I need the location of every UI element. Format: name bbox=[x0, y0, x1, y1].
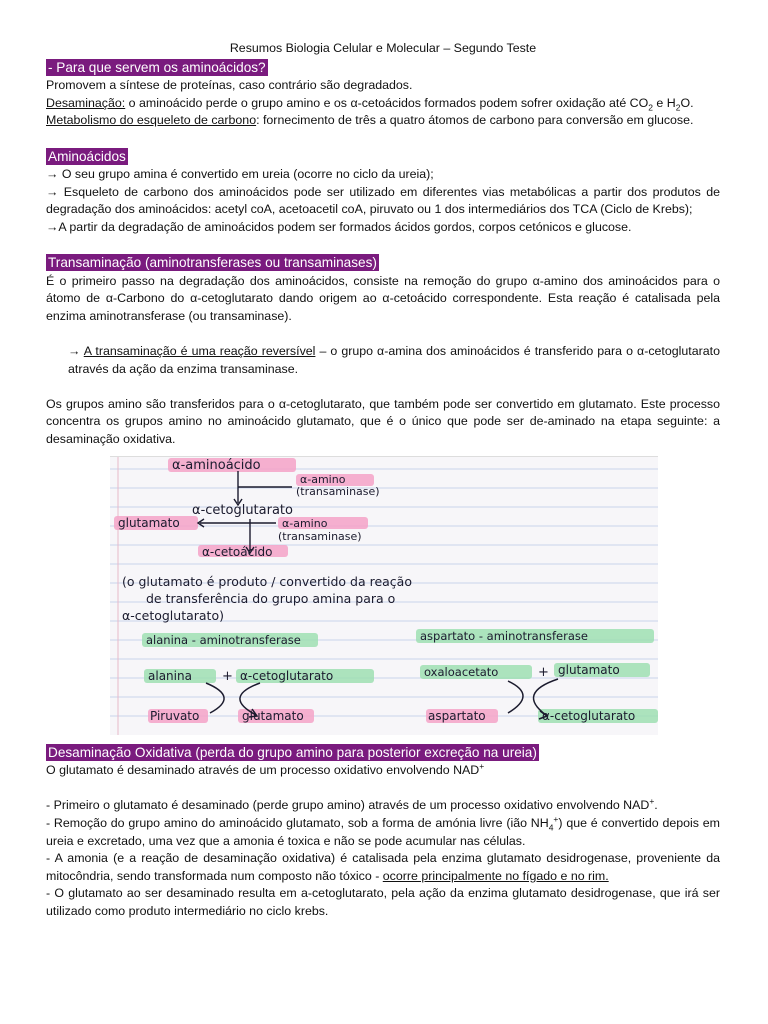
note-text: α-amino bbox=[300, 472, 346, 486]
note-text: α-cetoácido bbox=[202, 544, 273, 559]
note-text: (transaminase) bbox=[296, 484, 380, 498]
note-text: α-cetoglutarato bbox=[192, 502, 293, 518]
paragraph: É o primeiro passo na degradação dos aminoácidos, consiste na remoção do grupo α-amino dos aminoácidos para o átomo de α-Carbono do α-cetoglutarato dando origem ao α-cetoácido correspondente. Esta reação é catalisada pela enzima aminotransferase (ou transaminase). bbox=[46, 273, 720, 323]
paragraph: Os grupos amino são transferidos para o α-cetoglutarato, que também pode ser convertido em glutamato. Este processo concentra os grupos amino no aminoácido glutamato, que é o único que pode ser de-aminado na etapa seguinte: a desaminação oxidativa. bbox=[46, 396, 720, 447]
paragraph: → A transaminação é uma reação reversível – o grupo α-amina dos aminoácidos é transferido para o α-cetoglutarato através da ação da enzima transaminase. bbox=[68, 344, 720, 376]
list-item: - O glutamato ao ser desaminado resulta em a-cetoglutarato, pela ação da enzima glutamato desidrogenase, que irá ser utilizado como produto intermediário no ciclo krebs. bbox=[46, 886, 720, 918]
arrow-icon: → bbox=[68, 344, 81, 359]
note-text: aspartato - aminotransferase bbox=[420, 628, 588, 643]
note-text: alanina - aminotransferase bbox=[146, 632, 301, 647]
document-page bbox=[46, 40, 720, 921]
paragraph: Metabolismo do esqueleto de carbono: fornecimento de três a quatro átomos de carbono para conversão em glucose. bbox=[46, 113, 694, 128]
paragraph: O glutamato é desaminado através de um processo oxidativo envolvendo NAD+ bbox=[46, 761, 485, 778]
note-text: glutamato bbox=[118, 515, 180, 530]
document-title: Resumos Biologia Celular e Molecular – Segundo Teste bbox=[229, 41, 537, 55]
note-text: glutamato bbox=[242, 708, 304, 723]
list-item: - Remoção do grupo amino do aminoácido glutamato, sob a forma de amónia livre (ião $NH_4^+$) que é convertido depois em ureia e excretado, uma vez que a amonia é toxica e não se pode acumular nas células. bbox=[46, 813, 720, 848]
list-item: - A amonia (e a reação de desaminação oxidativa) é catalisada pela enzima glutamato desidrogenase, proveniente da mitocôndria, sendo transformada num composto não tóxico - ocorre principalmente no fígado e no rim. bbox=[46, 851, 720, 883]
section-heading-transamination: Transaminação (aminotransferases ou transaminases) bbox=[48, 255, 377, 271]
section-heading-oxidative-deamination: Desaminação Oxidativa (perda do grupo amino para posterior excreção na ureia) bbox=[48, 744, 537, 760]
note-text: glutamato bbox=[558, 662, 620, 677]
paragraph: Promovem a síntese de proteínas, caso contrário são degradados. bbox=[46, 78, 413, 93]
note-text: α-cetoglutarato bbox=[542, 708, 636, 723]
note-text: (transaminase) bbox=[278, 529, 362, 543]
list-item: →A partir da degradação de aminoácidos podem ser formados ácidos gordos, corpos cetónicos e glucose. bbox=[46, 219, 632, 234]
note-text: oxaloacetato bbox=[424, 664, 499, 679]
note-text: alanina bbox=[148, 668, 192, 683]
note-text: Piruvato bbox=[150, 708, 200, 723]
term-label: Metabolismo do esqueleto de carbono bbox=[46, 113, 257, 128]
list-item: → Esqueleto de carbono dos aminoácidos pode ser utilizado em diferentes vias metabólicas a partir dos produtos de degradação dos aminoácidos: acetyl coA, acetoacetil coA, piruvato ou 1 dos intermediários dos TCA (Ciclo de Krebs); bbox=[46, 184, 720, 217]
note-text: + bbox=[222, 668, 233, 684]
term-label: Desaminação: bbox=[46, 95, 126, 110]
note-text: + bbox=[538, 664, 549, 680]
note-text: aspartato bbox=[428, 708, 486, 723]
note-text: α-cetoglutarato bbox=[240, 668, 334, 683]
list-item: - Primeiro o glutamato é desaminado (perde grupo amino) através de um processo oxidativo envolvendo NAD+. bbox=[46, 796, 658, 813]
section-heading-aminoacids: Aminoácidos bbox=[48, 148, 126, 164]
handwritten-notes-image bbox=[110, 456, 658, 735]
section-heading-purpose: - Para que servem os aminoácidos? bbox=[48, 59, 266, 75]
paragraph: Desaminação: o aminoácido perde o grupo amino e os α-cetoácidos formados podem sofrer oxidação até $CO_2$ e $H_2O$. bbox=[46, 95, 694, 113]
note-text: α-amino bbox=[282, 516, 328, 530]
note-text: α-aminoácido bbox=[172, 457, 261, 473]
note-text: de transferência do grupo amina para o bbox=[146, 590, 396, 606]
list-item: → O seu grupo amina é convertido em ureia (ocorre no ciclo da ureia); bbox=[46, 167, 434, 182]
term-label: A transaminação é uma reação reversível bbox=[83, 344, 316, 359]
note-text: (o glutamato é produto / convertido da reação bbox=[122, 573, 412, 589]
note-text: α-cetoglutarato) bbox=[122, 607, 224, 623]
